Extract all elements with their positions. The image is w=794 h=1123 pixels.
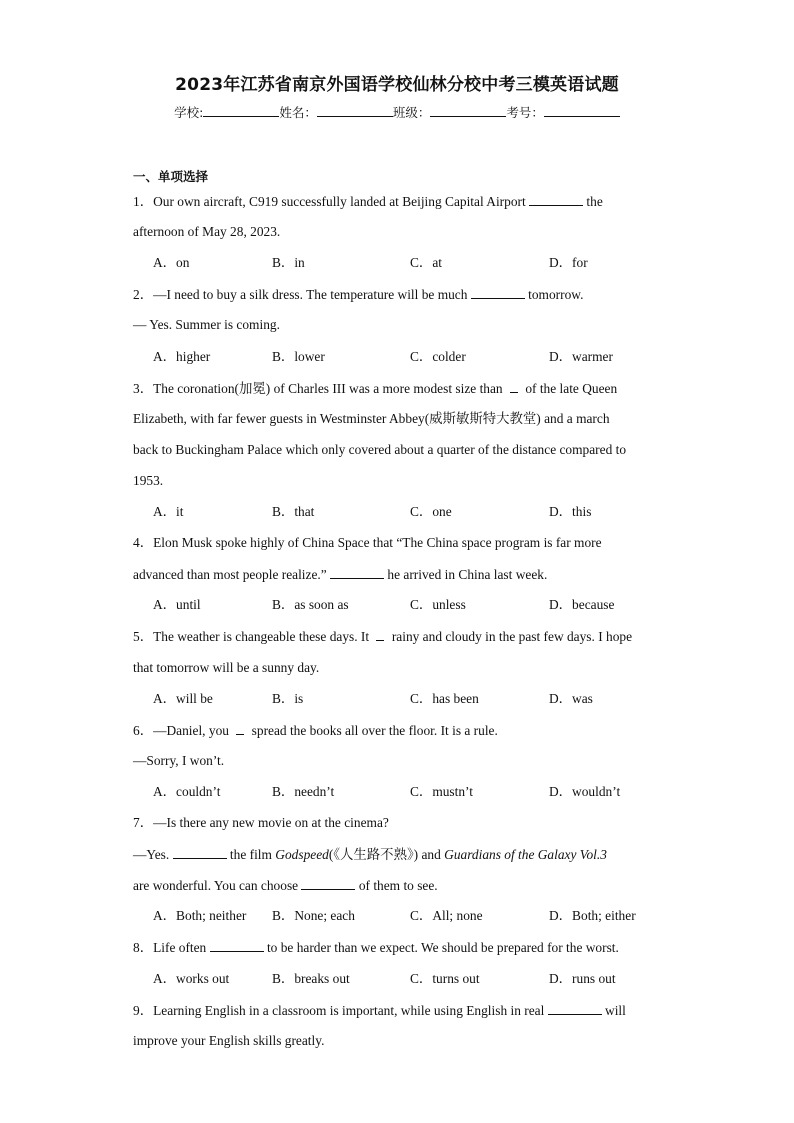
question-text: —Daniel, you: [153, 722, 233, 738]
id-label: 考号：: [506, 105, 544, 120]
question-text: that tomorrow will be a sunny day.: [133, 659, 320, 675]
id-blank[interactable]: [544, 104, 620, 117]
option-b[interactable]: B．breaks out: [272, 970, 350, 986]
question-text: —Is there any new movie on at the cinema?: [153, 815, 389, 830]
question-line: [133, 473, 663, 489]
answer-blank[interactable]: [210, 939, 264, 952]
question-line: [133, 815, 663, 831]
italic-title: Godspeed: [275, 847, 329, 863]
class-label: 班级：: [392, 105, 431, 120]
question-text: to be harder than we expect. We should be prepared for the worst.: [263, 940, 619, 956]
question-text: —Sorry, I won’t.: [133, 752, 225, 768]
option-c[interactable]: C．unless: [410, 597, 466, 613]
question-number: 5．: [133, 629, 154, 645]
question-text: (《人生路不熟》) and: [328, 847, 445, 863]
question-text: afternoon of May 28, 2023.: [133, 224, 281, 240]
option-b[interactable]: B．None; each: [272, 908, 355, 924]
question-line: [133, 380, 663, 397]
question-number: 1．: [133, 194, 154, 209]
answer-blank[interactable]: [510, 380, 518, 393]
question-text: —Yes.: [133, 847, 173, 863]
answer-blank[interactable]: [471, 286, 525, 299]
student-info-line: [0, 103, 794, 121]
name-blank[interactable]: [317, 104, 393, 117]
option-d[interactable]: D．runs out: [549, 970, 616, 986]
option-b[interactable]: B．needn’t: [272, 783, 335, 799]
option-a[interactable]: A．couldn’t: [153, 783, 221, 799]
option-d[interactable]: D．wouldn’t: [549, 783, 621, 799]
answer-blank[interactable]: [330, 566, 384, 579]
question-number: 3．: [133, 380, 154, 396]
option-d[interactable]: D．Both; either: [549, 908, 636, 924]
option-d[interactable]: D．warmer: [549, 348, 613, 364]
question-text: Elizabeth, with far fewer guests in Westminster Abbey(威斯敏斯特大教堂) and a march: [133, 410, 610, 426]
option-a[interactable]: A．it: [153, 504, 184, 519]
question-number: 7．: [133, 815, 154, 830]
option-c[interactable]: C．mustn’t: [410, 783, 473, 799]
question-text: advanced than most people realize.”: [133, 567, 331, 583]
option-a[interactable]: A．higher: [153, 348, 211, 364]
question-text: The coronation(加冕) of Charles III was a more modest size than: [153, 380, 506, 396]
question-text: back to Buckingham Palace which only covered about a quarter of the distance compared to: [133, 441, 627, 457]
school-label: 学校:: [174, 105, 204, 120]
exam-title: 2023年江苏省南京外国语学校仙林分校中考三模英语试题: [175, 75, 619, 95]
class-blank[interactable]: [430, 104, 506, 117]
option-a[interactable]: A．Both; neither: [153, 908, 247, 924]
question-text: 1953.: [133, 472, 164, 488]
option-c[interactable]: C．one: [410, 504, 452, 519]
option-c[interactable]: C．at: [410, 255, 442, 271]
option-c[interactable]: C．colder: [410, 348, 466, 364]
option-d[interactable]: D．this: [549, 504, 592, 519]
question-text: improve your English skills greatly.: [133, 1032, 325, 1048]
option-b[interactable]: B．is: [272, 690, 304, 706]
option-a[interactable]: A．works out: [153, 970, 230, 986]
option-a[interactable]: A．until: [153, 597, 201, 613]
question-text: spread the books all over the floor. It is a rule.: [248, 722, 498, 738]
name-label: 姓名：: [279, 105, 317, 120]
answer-blank[interactable]: [301, 877, 355, 890]
question-text: will: [601, 1002, 626, 1018]
question-text: the: [583, 194, 603, 209]
question-text: of the late Queen: [521, 380, 618, 396]
school-blank[interactable]: [203, 104, 279, 117]
option-a[interactable]: A．on: [153, 255, 190, 271]
question-text: are wonderful. You can choose: [133, 878, 302, 894]
question-number: 4．: [133, 535, 154, 551]
question-line: [133, 193, 663, 210]
question-line: [133, 442, 663, 458]
question-line: [133, 411, 663, 427]
question-text: Our own aircraft, C919 successfully landed at Beijing Capital Airport: [153, 194, 530, 209]
option-b[interactable]: B．as soon as: [272, 597, 349, 613]
option-c[interactable]: C．has been: [410, 690, 479, 706]
question-line: [133, 317, 663, 333]
question-text: the film: [226, 847, 276, 863]
option-b[interactable]: B．in: [272, 255, 305, 271]
answer-blank[interactable]: [173, 846, 227, 859]
option-c[interactable]: C．All; none: [410, 908, 483, 924]
question-line: [133, 877, 663, 894]
option-b[interactable]: B．lower: [272, 348, 325, 364]
option-d[interactable]: D．because: [549, 597, 615, 613]
answer-blank[interactable]: [236, 722, 244, 735]
question-text: of them to see.: [355, 878, 438, 894]
question-line: [133, 1033, 663, 1049]
question-number: 2．: [133, 287, 154, 303]
section-title: 一、单项选择: [133, 169, 209, 184]
option-c[interactable]: C．turns out: [410, 970, 480, 986]
question-line: [133, 535, 663, 551]
question-line: [133, 224, 663, 240]
question-line: [133, 722, 663, 739]
question-line: [133, 566, 663, 583]
question-text: he arrived in China last week.: [384, 567, 548, 583]
question-line: [133, 846, 663, 863]
question-text: Learning English in a classroom is important, while using English in real: [153, 1002, 548, 1018]
answer-blank[interactable]: [376, 628, 384, 641]
question-number: 8．: [133, 940, 154, 956]
question-number: 6．: [133, 722, 154, 738]
question-text: — Yes. Summer is coming.: [133, 317, 280, 333]
option-a[interactable]: A．will be: [153, 690, 213, 706]
question-line: [133, 1002, 663, 1019]
question-line: [133, 753, 663, 769]
question-text: Life often: [153, 940, 210, 956]
question-line: [133, 628, 663, 645]
question-text: rainy and cloudy in the past few days. I hope: [388, 629, 633, 645]
option-b[interactable]: B．that: [272, 504, 315, 519]
option-d[interactable]: D．was: [549, 690, 593, 706]
question-text: The weather is changeable these days. It: [153, 629, 373, 645]
question-line: [133, 660, 663, 676]
option-d[interactable]: D．for: [549, 255, 588, 271]
question-line: [133, 939, 663, 956]
question-number: 9．: [133, 1002, 154, 1018]
question-text: Elon Musk spoke highly of China Space that “The China space program is far more: [153, 535, 602, 551]
question-text: —I need to buy a silk dress. The temperature will be much: [153, 287, 471, 303]
question-text: tomorrow.: [524, 287, 584, 303]
answer-blank[interactable]: [548, 1002, 602, 1015]
question-line: [133, 286, 663, 303]
answer-blank[interactable]: [529, 193, 583, 206]
italic-title: Guardians of the Galaxy Vol.3: [444, 847, 607, 863]
